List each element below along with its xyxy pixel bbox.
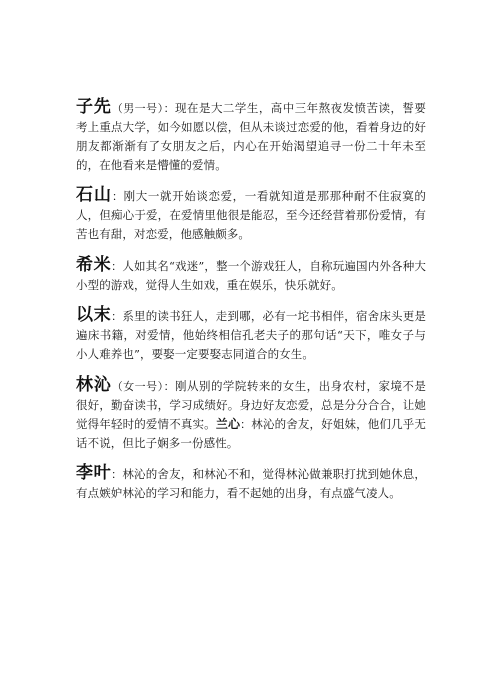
- character-entry-zixian: [76, 98, 426, 175]
- character-entry-shishan: [76, 186, 426, 244]
- character-description: 系里的读书狂人，走到哪，必有一坨书相伴，宿舍床头更是遍床书籍，对爱情，他始终相信孔老夫子的那句话“天下，唯女子与小人难养也”，要娶一定要娶志同道合的女生。: [76, 309, 426, 361]
- character-tag: ：: [240, 417, 252, 431]
- character-tag: ：: [111, 468, 123, 481]
- character-name-lanxin: 兰心: [215, 416, 241, 431]
- character-name: 李叶: [76, 463, 112, 483]
- character-entry-liye: [76, 464, 426, 503]
- character-tag: ：: [111, 259, 123, 273]
- character-description: 刚大一就开始谈恋爱，一看就知道是那那种耐不住寂寞的人，但痴心于爱，在爱情里他很是能忍，至今还经营着那份爱情，有苦也有甜，对恋爱，他感触颇多。: [76, 189, 427, 241]
- character-entry-ximi: [76, 256, 426, 295]
- character-description: 刚从别的学院转来的女生，出身农村，家境不是很好，勤奋读书，学习成绩好。身边好友恋爱，总是分分合合，让她觉得年轻时的爱情不真实。: [76, 378, 426, 431]
- character-tag: （男一号）：: [111, 101, 176, 115]
- character-tag: ：: [112, 190, 124, 203]
- character-description: 林沁的舍友，好姐妹，他们几乎无话不说，但比子娴多一份感性。: [76, 416, 427, 450]
- character-entry-linqin: [76, 376, 426, 453]
- character-name: 石山: [76, 185, 113, 205]
- character-description: 人如其名“戏迷”，整一个游戏狂人，自称玩遍国内外各种大小型的游戏，觉得人生如戏，重在娱乐，快乐就好。: [76, 258, 426, 292]
- character-tag: （女一号）：: [111, 379, 176, 393]
- character-list: [76, 86, 426, 508]
- character-description: 林沁的舍友，和林沁不和，觉得林沁做兼职打扰到她休息，有点嫉妒林沁的学习和能力，看不起她的出身，有点盛气凌人。: [76, 467, 426, 500]
- character-name: 子先: [76, 96, 112, 117]
- character-tag: ：: [111, 310, 123, 323]
- character-description: 现在是大二学生，高中三年熬夜发愤苦读，誓要考上重点大学，如今如愿以偿，但从未谈过恋爱的他，看着身边的好朋友都渐渐有了女朋友之后，内心在开始渴望追寻一份二十年未至的，在他看来是懵懂的爱情。: [76, 100, 426, 172]
- character-name: 林沁: [76, 374, 112, 395]
- character-name: 以末: [76, 305, 112, 325]
- character-name: 希米: [76, 254, 112, 275]
- character-entry-yimo: [76, 306, 426, 364]
